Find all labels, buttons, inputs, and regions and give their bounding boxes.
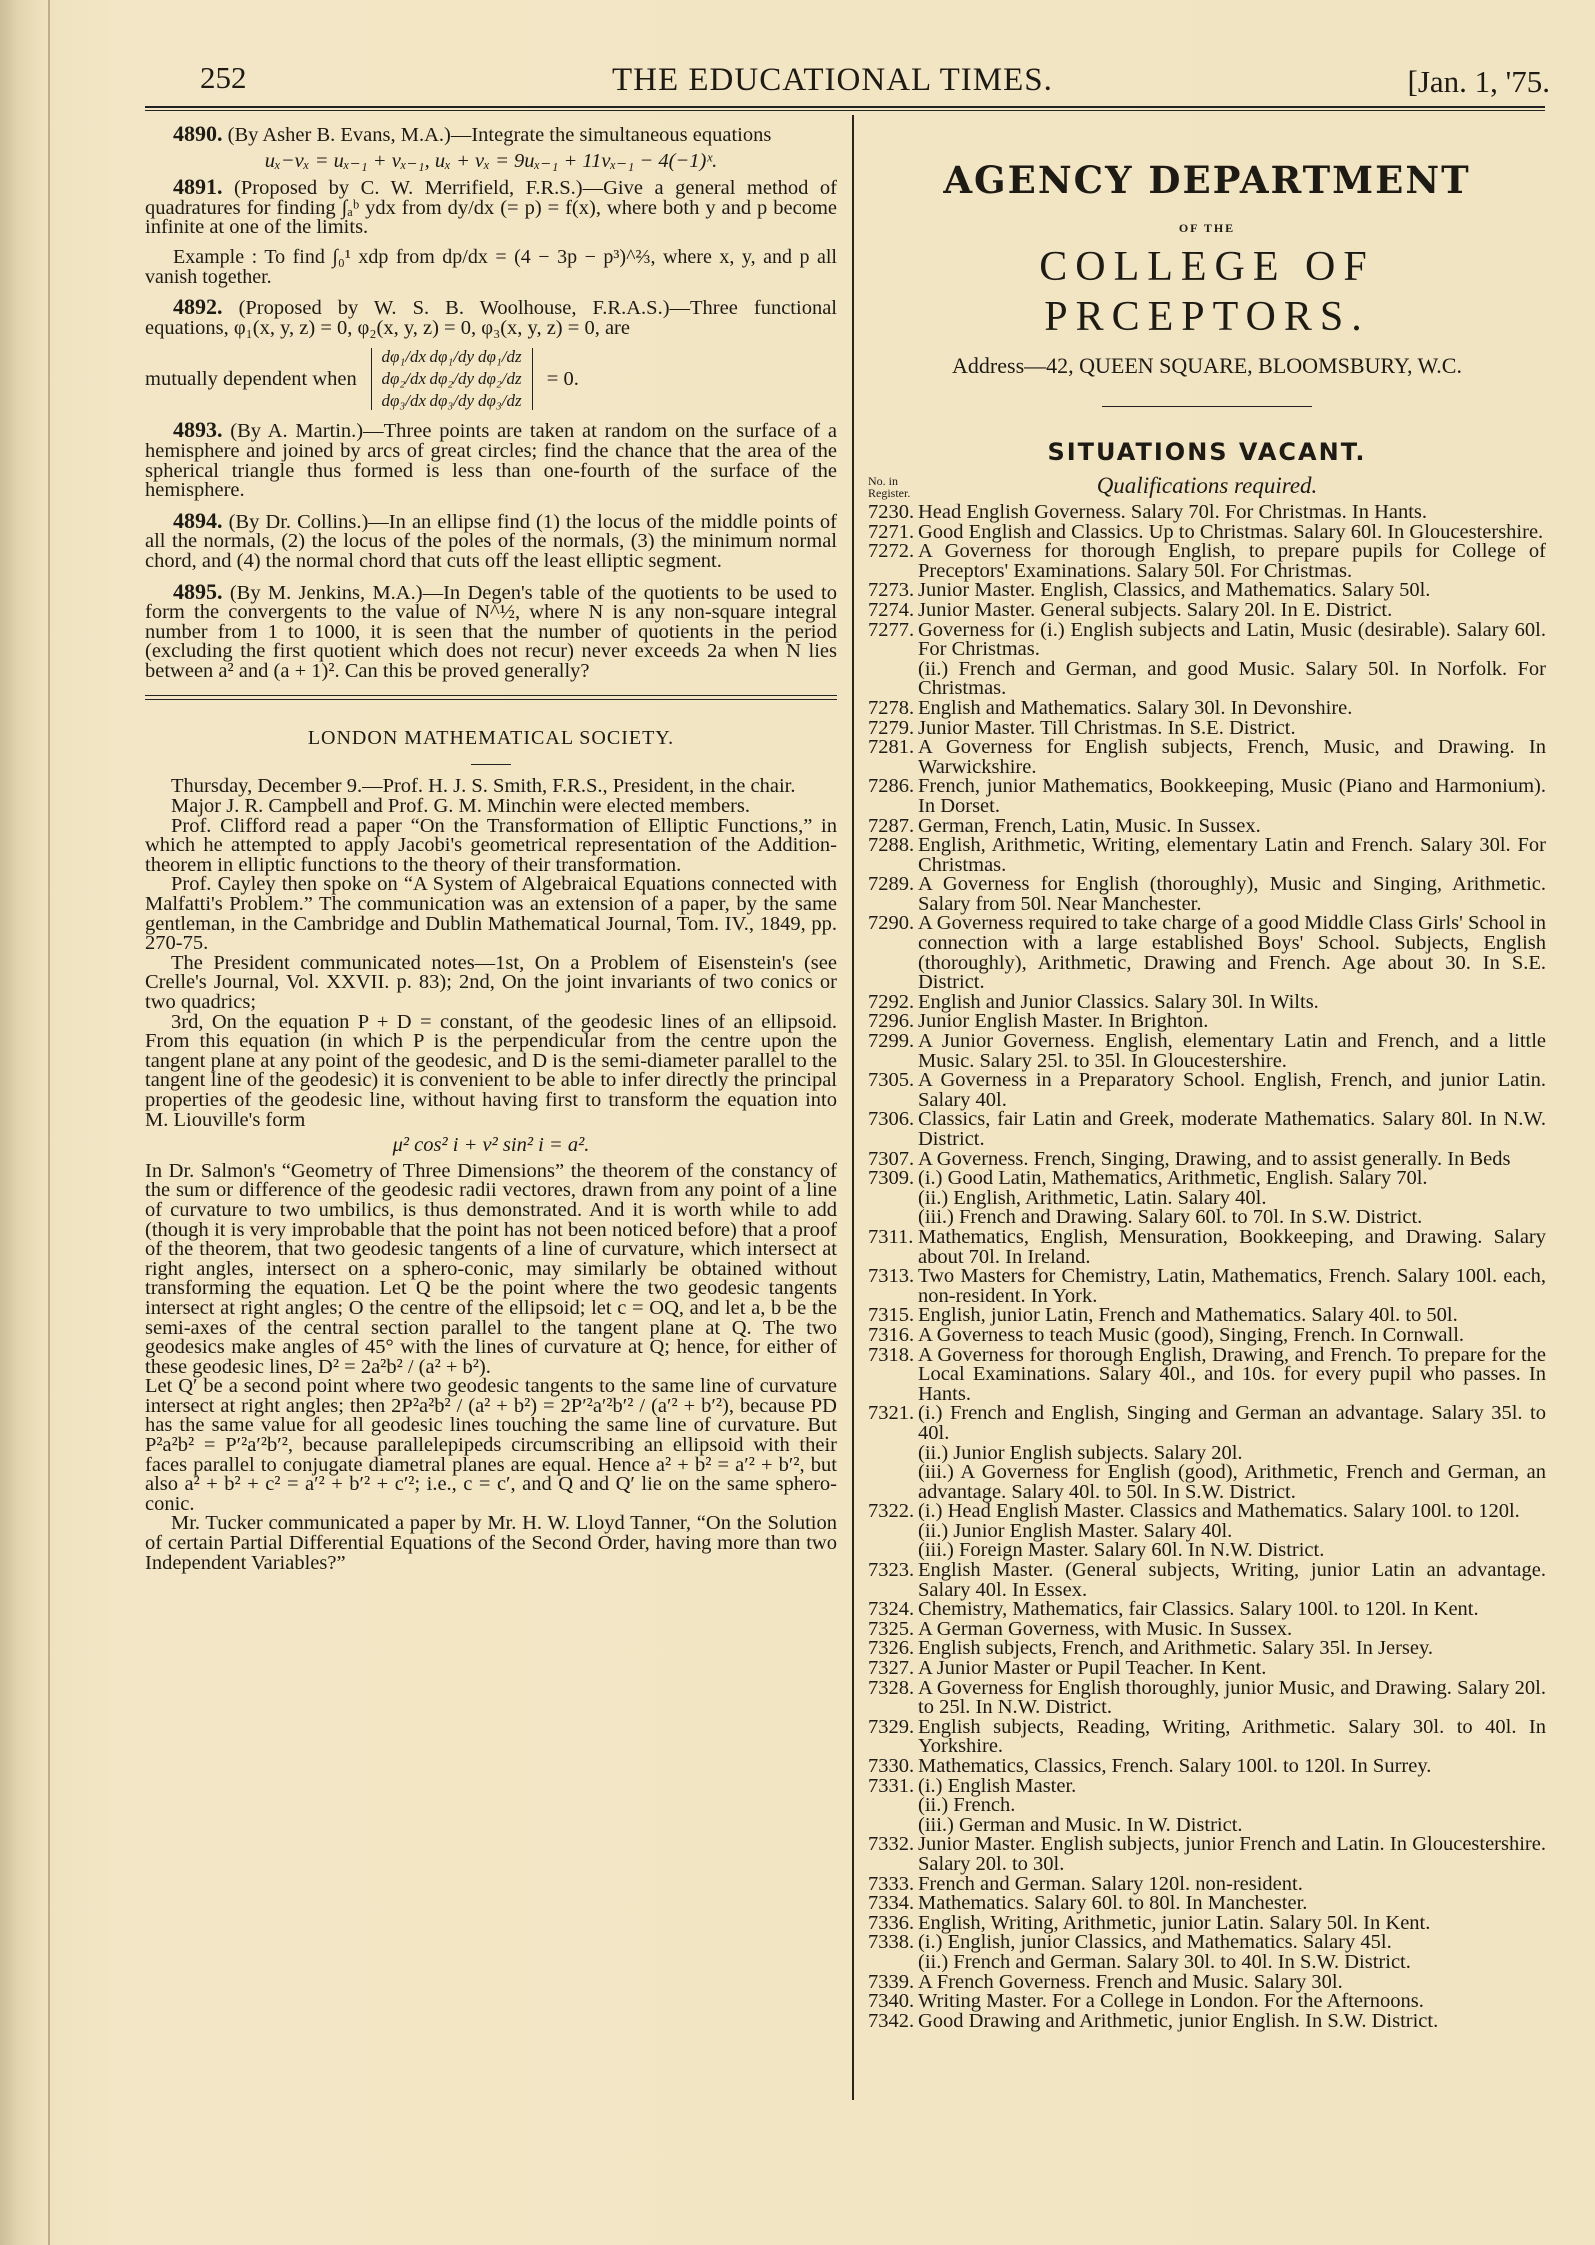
situation-line: English, Arithmetic, Writing, elementary Latin and French. Salary 30l. For Christmas. bbox=[918, 834, 1546, 876]
situation-line: (ii.) English, Arithmetic, Latin. Salary 40l. bbox=[918, 1186, 1267, 1209]
agency-title: AGENCY DEPARTMENT bbox=[943, 158, 1471, 202]
situation-line: (ii.) French and German. Salary 30l. to 40l. In S.W. District. bbox=[918, 1950, 1411, 1973]
situation-description bbox=[918, 1502, 1546, 1561]
register-number: 7279. bbox=[868, 716, 915, 739]
situation-line: A Governess for English subjects, French, Music, and Drawing. In Warwickshire. bbox=[918, 736, 1546, 778]
register-number: 7309. bbox=[868, 1167, 915, 1190]
situation-line: (i.) Good Latin, Mathematics, Arithmetic, English. Salary 70l. bbox=[918, 1167, 1428, 1190]
determinant-cell: dφ₂/dz bbox=[477, 369, 522, 389]
situation-line: Governess for (i.) English subjects and Latin, Music (desirable). Salary 60l. For Christmas. bbox=[918, 618, 1546, 661]
lms-paragraph: Let Q′ be a second point where two geodesic tangents to the same line of curvature intersect at right angles; then 2P²a²b² / (a² + b²) = 2P′²a′²b′² / (a′² + b′²), because PD has the same value for all geodesic lines touching the same line of curvature. But P²a²b² = P′²a′²b′², because parallelepipeds circumscribing an ellipsoid with their faces parallel to conjugate diametral planes are equal. Hence a² + b² = a′² + b′², but also a² + b² + c² = a′² + b′² + c′²; i.e., c = c′, and Q and Q′ lie on the same sphero-conic. bbox=[145, 1375, 837, 1515]
situation-entry bbox=[868, 1715, 1546, 1758]
situation-line: Junior Master. Till Christmas. In S.E. District. bbox=[918, 716, 1296, 739]
register-number: 7307. bbox=[868, 1147, 915, 1170]
register-number: 7292. bbox=[868, 990, 915, 1013]
register-number: 7339. bbox=[868, 1970, 915, 1993]
situation-description bbox=[918, 1225, 1546, 1268]
situation-line: A Governess required to take charge of a good Middle Class Girls' School in connection with a large established Boys' School. Subjects, English (thoroughly), Arithmetic, Drawing and French. Age about 30. In S.E. District. bbox=[918, 912, 1546, 994]
situation-line: English and Junior Classics. Salary 30l. In Wilts. bbox=[918, 990, 1319, 1013]
situation-line: English subjects, Reading, Writing, Arithmetic. Salary 30l. to 40l. In Yorkshire. bbox=[918, 1715, 1546, 1758]
situation-entry bbox=[868, 1659, 1546, 1679]
situation-description bbox=[918, 1715, 1546, 1758]
register-number: 7311. bbox=[868, 1225, 914, 1248]
determinant-cell: dφ₃/dz bbox=[477, 391, 522, 411]
register-number: 7305. bbox=[868, 1069, 915, 1092]
situation-line: A French Governess. French and Music. Salary 30l. bbox=[918, 1970, 1343, 1993]
short-rule bbox=[471, 764, 511, 765]
situation-description bbox=[918, 738, 1546, 777]
problem-4890: 4890. (By Asher B. Evans, M.A.)—Integrate the simultaneous equations bbox=[173, 121, 772, 146]
agency-of-the: OF THE bbox=[1178, 221, 1236, 235]
register-number: 7323. bbox=[868, 1559, 915, 1582]
lms-paragraph: Prof. Clifford read a paper “On the Transformation of Elliptic Functions,” in which he attempted to apply Jacobi's geometrical representation of the Addition-theorem in elliptic functions to the theory of their transformation. bbox=[145, 814, 837, 876]
situation-line: A German Governess, with Music. In Sussex. bbox=[918, 1617, 1293, 1640]
determinant-cell: dφ₂/dx bbox=[381, 369, 427, 389]
situation-line: English and Mathematics. Salary 30l. In Devonshire. bbox=[918, 696, 1353, 719]
situations-vacant-heading: SITUATIONS VACANT. bbox=[1047, 438, 1367, 466]
left-column bbox=[145, 121, 838, 1574]
situation-line: A Governess for thorough English, Drawing, and French. To prepare for the Local Examinations. Salary 40l., and 10s. for every pupil who passes. In Hants. bbox=[918, 1343, 1546, 1405]
situation-entry bbox=[868, 618, 1546, 700]
issue-date: [Jan. 1, '75. bbox=[1407, 64, 1550, 99]
determinant-matrix bbox=[371, 348, 533, 410]
college-name: COLLEGE OF PRCEPTORS. bbox=[1039, 244, 1375, 340]
situation-line: Good Drawing and Arithmetic, junior English. In S.W. District. bbox=[918, 2009, 1439, 2032]
situation-line: Junior Master. English, Classics, and Mathematics. Salary 50l. bbox=[918, 579, 1431, 602]
situation-description bbox=[918, 1267, 1546, 1306]
register-number: 7336. bbox=[868, 1911, 915, 1934]
situation-line: A Governess in a Preparatory School. English, French, and junior Latin. Salary 40l. bbox=[918, 1069, 1546, 1111]
situation-line: (i.) English Master. bbox=[918, 1774, 1077, 1797]
situation-entry bbox=[868, 542, 1546, 581]
register-number: 7331. bbox=[868, 1774, 915, 1797]
situation-entry bbox=[868, 1267, 1546, 1306]
register-number: 7326. bbox=[868, 1637, 915, 1660]
situation-entry bbox=[868, 1561, 1546, 1600]
register-number: 7324. bbox=[868, 1598, 915, 1621]
situation-entry bbox=[868, 1071, 1546, 1110]
register-number: 7340. bbox=[868, 1990, 915, 2013]
determinant-cell: dφ₃/dy bbox=[429, 391, 475, 411]
situation-description bbox=[918, 1306, 1546, 1326]
situation-description bbox=[918, 1169, 1546, 1228]
situation-description bbox=[918, 1774, 1546, 1836]
no-in-register-label: No. in Register. bbox=[868, 474, 911, 500]
register-number: 7274. bbox=[868, 598, 915, 621]
situation-description bbox=[918, 1659, 1546, 1679]
situation-entry bbox=[868, 696, 1546, 719]
situation-line: French, junior Mathematics, Bookkeeping, Music (Piano and Harmonium). In Dorset. bbox=[918, 775, 1546, 817]
determinant-cell: dφ₁/dx bbox=[381, 347, 427, 367]
register-number: 7288. bbox=[868, 834, 915, 857]
register-number: 7316. bbox=[868, 1323, 915, 1346]
page-fold bbox=[48, 0, 50, 2245]
situation-line: Classics, fair Latin and Greek, moderate Mathematics. Salary 80l. In N.W. District. bbox=[918, 1108, 1546, 1150]
situation-line: (ii.) French. bbox=[918, 1794, 1016, 1817]
situation-description bbox=[918, 618, 1546, 700]
situation-entry bbox=[868, 836, 1546, 875]
situation-entry bbox=[868, 1306, 1546, 1326]
situation-description bbox=[918, 1600, 1546, 1620]
problem-4890-formula: uₓ−vₓ = uₓ₋₁ + vₓ₋₁, uₓ + vₓ = 9uₓ₋₁ + 11vₓ₋₁ − 4(−1)ˣ. bbox=[264, 149, 718, 172]
section-rule bbox=[145, 695, 837, 700]
lms-paragraph: Prof. Cayley then spoke on “A System of Algebraical Equations connected with Malfatti's Problem.” The communication was an extension of a paper, by the same gentleman, in the Cambridge and Dublin Mathematical Journal, Tom. IV., 1849, pp. 270-75. bbox=[145, 873, 837, 955]
situation-entry bbox=[868, 1502, 1546, 1561]
situation-entry bbox=[868, 1404, 1546, 1502]
problem-4893: 4893. (By A. Martin.)—Three points are taken at random on the surface of a hemisphere and joined by arcs of great circles; find the chance that the area of the spherical triangle thus formed is less than one-fourth of the surface of the hemisphere. bbox=[145, 417, 837, 502]
situation-description bbox=[918, 836, 1546, 875]
problem-4895: 4895. (By M. Jenkins, M.A.)—In Degen's table of the quotients to be used to form the convergents to the value of N^½, where N is any non-square integral number from 1 to 1000, it is seen that the number of quotients in the period (excluding the first quotient which does not recur) never exceeds 2a when N lies between a² and (a + 1)². Can this be proved generally? bbox=[145, 578, 837, 682]
situation-description bbox=[918, 1323, 1546, 1346]
determinant-cell: dφ₃/dx bbox=[381, 391, 427, 411]
situation-description bbox=[918, 1110, 1546, 1149]
register-number: 7329. bbox=[868, 1715, 915, 1738]
situation-line: Writing Master. For a College in London. For the Afternoons. bbox=[918, 1990, 1424, 2013]
situation-line: (i.) English, junior Classics, and Mathematics. Salary 45l. bbox=[918, 1931, 1392, 1954]
situation-entry bbox=[868, 2009, 1546, 2032]
situation-description bbox=[918, 1343, 1546, 1405]
page-header bbox=[145, 58, 1550, 104]
lms-paragraph: Thursday, December 9.—Prof. H. J. S. Smith, F.R.S., President, in the chair. bbox=[171, 775, 796, 798]
situation-entry bbox=[868, 1032, 1546, 1071]
problem-4891-example: Example : To find ∫₀¹ xdp from dp/dx = (4 − 3p − p³)^⅔, where x, y, and p all vanish together. bbox=[145, 245, 837, 288]
list-header-row bbox=[868, 473, 1546, 499]
lms-paragraph: Major J. R. Campbell and Prof. G. M. Minchin were elected members. bbox=[171, 795, 750, 818]
situation-description bbox=[918, 1757, 1546, 1777]
situation-entry bbox=[868, 1757, 1546, 1777]
situation-entry bbox=[868, 1894, 1546, 1914]
qualifications-heading: Qualifications required. bbox=[1096, 473, 1318, 498]
situation-line: A Governess for English thoroughly, junior Music, and Drawing. Salary 20l. to 25l. In N.W. District. bbox=[918, 1676, 1546, 1719]
situation-line: (iii.) A Governess for English (good), Arithmetic, French and German, an advantage. Salary 40l. to 50l. In S.W. District. bbox=[918, 1461, 1546, 1503]
situation-description bbox=[918, 1561, 1546, 1600]
situation-line: Mathematics, English, Mensuration, Bookkeeping, and Drawing. Salary about 70l. In Ireland. bbox=[918, 1225, 1546, 1268]
situation-description bbox=[918, 1933, 1546, 1972]
lms-paragraph: In Dr. Salmon's “Geometry of Three Dimensions” the theorem of the constancy of the sum or difference of the geodesic radii vectores, drawn from any point of a line of curvature to two umbilics, is thus demonstrated. And it is worth while to add (though it is very improbable that the point has not been noticed before) that a proof of the theorem, that two geodesic tangents of a line of curvature, which intersect at right angles, intersect on a sphero-conic, may similarly be obtained without transforming the equation. Let Q be the point where the two geodesic tangents intersect at right angles; O the centre of the ellipsoid; let c = OQ, and let a, b be the semi-axes of the central section parallel to the tangent plane at Q. The two geodesics make angles of 45° with the lines of curvature at Q; hence, for either of these geodesic lines, D² = 2a²b² / (a² + b²). bbox=[145, 1159, 837, 1378]
situation-description bbox=[918, 542, 1546, 581]
situation-description bbox=[918, 598, 1546, 621]
page-number: 252 bbox=[200, 60, 247, 95]
situation-entry bbox=[868, 598, 1546, 621]
situation-line: (iii.) French and Drawing. Salary 60l. to 70l. In S.W. District. bbox=[918, 1206, 1423, 1229]
situation-line: (i.) Head English Master. Classics and Mathematics. Salary 100l. to 120l. bbox=[918, 1500, 1520, 1523]
situation-entry bbox=[868, 1992, 1546, 2012]
situation-entry bbox=[868, 1774, 1546, 1836]
situation-line: Good English and Classics. Up to Christmas. Salary 60l. In Gloucestershire. bbox=[918, 520, 1544, 543]
situation-entry bbox=[868, 1110, 1546, 1149]
situation-description bbox=[918, 777, 1546, 816]
register-number: 7230. bbox=[868, 501, 915, 523]
situation-line: (ii.) Junior English subjects. Salary 20l. bbox=[918, 1441, 1243, 1464]
situation-line: A Governess to teach Music (good), Singing, French. In Cornwall. bbox=[918, 1323, 1465, 1346]
situation-line: (i.) French and English, Singing and German an advantage. Salary 35l. to 40l. bbox=[918, 1402, 1546, 1444]
register-number: 7332. bbox=[868, 1833, 915, 1856]
lms-paragraph: The President communicated notes—1st, On a Problem of Eisenstein's (see Crelle's Journal, Vol. XXVII. p. 83); 2nd, On the joint invariants of two conics or two quadrics; bbox=[145, 951, 837, 1013]
situation-line: (iii.) German and Music. In W. District. bbox=[918, 1813, 1243, 1836]
register-number: 7322. bbox=[868, 1500, 915, 1523]
situation-line: Chemistry, Mathematics, fair Classics. Salary 100l. to 120l. In Kent. bbox=[918, 1598, 1479, 1621]
register-number: 7273. bbox=[868, 579, 915, 602]
situation-entry bbox=[868, 1835, 1546, 1874]
situation-description bbox=[918, 1404, 1546, 1502]
register-number: 7299. bbox=[868, 1030, 915, 1053]
lms-paragraph: Mr. Tucker communicated a paper by Mr. H. W. Lloyd Tanner, “On the Solution of certain Partial Differential Equations of the Second Order, having more than two Independent Variables?” bbox=[145, 1512, 837, 1574]
determinant-cell: dφ₁/dy bbox=[429, 347, 475, 367]
register-number: 7315. bbox=[868, 1304, 915, 1327]
register-number: 7333. bbox=[868, 1872, 915, 1895]
situation-entry bbox=[868, 738, 1546, 777]
situation-entry bbox=[868, 1225, 1546, 1268]
situation-description bbox=[918, 1835, 1546, 1874]
situation-description bbox=[918, 1992, 1546, 2012]
register-number: 7272. bbox=[868, 540, 915, 563]
situations-list bbox=[868, 503, 1546, 2031]
header-rule bbox=[145, 106, 1545, 111]
situation-line: Mathematics, Classics, French. Salary 100l. to 120l. In Surrey. bbox=[918, 1755, 1432, 1777]
register-number: 7313. bbox=[868, 1265, 915, 1288]
situation-description bbox=[918, 914, 1546, 992]
situation-line: German, French, Latin, Music. In Sussex. bbox=[918, 814, 1261, 837]
situation-line: Junior Master. English subjects, junior French and Latin. In Gloucestershire. Salary 20l. to 30l. bbox=[918, 1833, 1546, 1875]
situation-line: (ii.) French and German, and good Music. Salary 50l. In Norfolk. For Christmas. bbox=[918, 657, 1546, 700]
determinant-cell: dφ₂/dy bbox=[429, 369, 475, 389]
situation-line: English, Writing, Arithmetic, junior Latin. Salary 50l. In Kent. bbox=[918, 1911, 1431, 1934]
register-number: 7321. bbox=[868, 1402, 915, 1425]
right-column bbox=[868, 150, 1546, 2031]
situation-description bbox=[918, 1676, 1546, 1719]
lms-heading: LONDON MATHEMATICAL SOCIETY. bbox=[145, 726, 837, 765]
situation-line: English Master. (General subjects, Writing, junior Latin an advantage. Salary 40l. In Essex. bbox=[918, 1559, 1546, 1601]
column-divider bbox=[852, 115, 854, 2100]
agency-address: Address—42, QUEEN SQUARE, BLOOMSBURY, W.C. bbox=[952, 353, 1462, 378]
register-number: 7290. bbox=[868, 912, 915, 935]
determinant-cell: dφ₁/dz bbox=[477, 347, 522, 367]
situation-entry bbox=[868, 1933, 1546, 1972]
situation-line: Head English Governess. Salary 70l. For Christmas. In Hants. bbox=[918, 501, 1428, 523]
situation-entry bbox=[868, 1323, 1546, 1346]
situation-description bbox=[918, 696, 1546, 719]
situation-description bbox=[918, 875, 1546, 914]
register-number: 7278. bbox=[868, 696, 915, 719]
newspaper-title: THE EDUCATIONAL TIMES. bbox=[612, 62, 1053, 98]
register-number: 7296. bbox=[868, 1010, 915, 1033]
situation-line: (ii.) Junior English Master. Salary 40l. bbox=[918, 1519, 1233, 1542]
liouville-formula: μ² cos² i + ν² sin² i = a². bbox=[392, 1134, 590, 1157]
situation-line: A Governess. French, Singing, Drawing, and to assist generally. In Beds bbox=[918, 1147, 1511, 1170]
situation-line: Junior English Master. In Brighton. bbox=[918, 1010, 1209, 1033]
situation-entry bbox=[868, 1600, 1546, 1620]
situation-line: Junior Master. General subjects. Salary 20l. In E. District. bbox=[918, 598, 1393, 621]
situation-line: Mathematics. Salary 60l. to 80l. In Manchester. bbox=[918, 1892, 1308, 1915]
situation-description bbox=[918, 2009, 1546, 2032]
situation-description bbox=[918, 503, 1546, 523]
situation-line: A Junior Governess. English, elementary Latin and French, and a little Music. Salary 25l. to 35l. In Gloucestershire. bbox=[918, 1030, 1546, 1072]
situation-line: Two Masters for Chemistry, Latin, Mathematics, French. Salary 100l. each, non-resident. In York. bbox=[918, 1265, 1546, 1307]
problem-4891: 4891. (Proposed by C. W. Merrifield, F.R.S.)—Give a general method of quadratures for finding ∫ₐᵇ ydx from dy/dx (= p) = f(x), where both y and p become infinite at one of the limits. bbox=[145, 174, 837, 239]
register-number: 7271. bbox=[868, 520, 915, 543]
situation-entry bbox=[868, 1169, 1546, 1228]
register-number: 7318. bbox=[868, 1343, 915, 1366]
situation-entry bbox=[868, 914, 1546, 992]
situation-line: English, junior Latin, French and Mathematics. Salary 40l. to 50l. bbox=[918, 1304, 1458, 1327]
lms-paragraph: 3rd, On the equation P + D = constant, of the geodesic lines of an ellipsoid. From this equation (in which P is the perpendicular from the centre upon the tangent plane at any point of the geodesic, and D is the semi-diameter parallel to the tangent line of the geodesic) it is convenient to be able to infer directly the principal properties of the geodesic line, without having first to transform the equation into M. Liouville's form bbox=[145, 1010, 837, 1131]
situation-description bbox=[918, 1071, 1546, 1110]
register-number: 7277. bbox=[868, 618, 915, 641]
situation-entry bbox=[868, 875, 1546, 914]
register-number: 7327. bbox=[868, 1657, 915, 1680]
situation-line: A Junior Master or Pupil Teacher. In Kent. bbox=[918, 1657, 1267, 1680]
situation-line: English subjects, French, and Arithmetic. Salary 35l. In Jersey. bbox=[918, 1637, 1434, 1660]
situation-entry bbox=[868, 1343, 1546, 1405]
situation-line: A Governess for English (thoroughly), Music and Singing, Arithmetic. Salary from 50l. Near Manchester. bbox=[918, 873, 1546, 915]
situation-line: French and German. Salary 120l. non-resident. bbox=[918, 1872, 1303, 1895]
situation-line: (iii.) Foreign Master. Salary 60l. In N.W. District. bbox=[918, 1539, 1325, 1562]
register-number: 7334. bbox=[868, 1892, 915, 1915]
register-number: 7325. bbox=[868, 1617, 915, 1640]
jacobian-determinant: mutually dependent when dφ₁/dx dφ₁/dy dφ₁/dz dφ₂/dx dφ₂/dy dφ₂/dz dφ₃/dx dφ₃/dy dφ₃/dz = 0. bbox=[145, 347, 579, 411]
register-number: 7330. bbox=[868, 1755, 915, 1777]
situation-entry bbox=[868, 777, 1546, 816]
register-number: 7281. bbox=[868, 736, 915, 759]
problem-4894: 4894. (By Dr. Collins.)—In an ellipse find (1) the locus of the middle points of all the normals, (2) the locus of the poles of the normals, (3) the minimum normal chord, and (4) the normal chord that cuts off the least elliptic segment. bbox=[145, 507, 838, 572]
situation-description bbox=[918, 1894, 1546, 1914]
situation-description bbox=[918, 1032, 1546, 1071]
situation-line: A Governess for thorough English, to prepare pupils for College of Preceptors' Examinations. Salary 50l. For Christmas. bbox=[918, 540, 1546, 582]
register-number: 7306. bbox=[868, 1108, 915, 1131]
problem-4892: 4892. (Proposed by W. S. B. Woolhouse, F.R.A.S.)—Three functional equations, φ₁(x, y, z) = 0, φ₂(x, y, z) = 0, φ₃(x, y, z) = 0, are bbox=[145, 294, 837, 339]
register-number: 7342. bbox=[868, 2009, 915, 2032]
situation-entry bbox=[868, 1676, 1546, 1719]
agency-rule bbox=[1102, 406, 1312, 407]
register-number: 7287. bbox=[868, 814, 915, 837]
register-number: 7338. bbox=[868, 1931, 915, 1954]
register-number: 7286. bbox=[868, 775, 915, 798]
register-number: 7289. bbox=[868, 873, 915, 896]
situation-entry bbox=[868, 503, 1546, 523]
register-number: 7328. bbox=[868, 1676, 915, 1699]
